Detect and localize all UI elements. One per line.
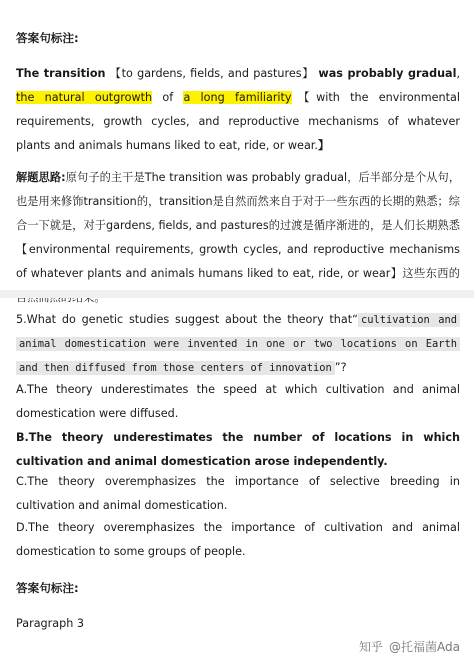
option-c: C.The theory overemphasizes the importance of selective breeding in cultivation and animal domestication.	[16, 475, 460, 512]
zhihu-logo: 知乎	[359, 640, 384, 654]
answer-bracket-close: 】	[317, 139, 330, 152]
analysis-label: 解题思路:	[16, 171, 66, 184]
answer-heading: 答案句标注:	[16, 31, 79, 45]
answer-predicate: was probably gradual	[318, 67, 457, 80]
highlight-long-familiarity: a long familiarity	[183, 91, 292, 104]
answer-bracket-1: 【to gardens, fields, and pastures】	[109, 67, 315, 80]
answer-comma: ,	[456, 67, 460, 80]
quoted-theory: cultivation and animal domestication were invented in one or two locations on Earth and then diffused from those centers of innovation	[16, 313, 460, 375]
question-prefix: 5.What do genetic studies suggest about the theory that“	[16, 313, 358, 326]
watermark-user: @托福菌Ada	[389, 640, 460, 654]
analysis-text: 原句子的主干是The transition was probably gradual，后半部分是个从句，也是用来修饰transition的，transition是自然而然来自于对于一些东西的长期的熟悉；综合一下就是，对于gardens, fields, and pastures的过渡是循序渐进的，是人们长期熟悉【environmental requirements, growth cycles, and reproductive mechanisms of whatever plants and animals humans liked to eat, ride, or wear】这些东西的	[16, 171, 461, 280]
section-divider	[0, 290, 474, 298]
option-b-correct: B.The theory underestimates the number of locations in which cultivation and animal domestication arose independently.	[16, 431, 460, 468]
question-suffix: ”?	[334, 361, 347, 374]
option-d: D.The theory overemphasizes the importance of cultivation and animal domestication to some groups of people.	[16, 521, 460, 558]
paragraph-label: Paragraph 3	[16, 617, 84, 630]
answer-subject: The transition	[16, 67, 106, 80]
question-stem	[16, 308, 460, 380]
answer-of: of	[152, 91, 184, 104]
answer-sentence	[16, 62, 460, 158]
answer-bracket-2: 【with the environmental requirements, growth cycles, and reproductive mechanisms of whatever plants and animals humans liked to eat, ride, or wear.	[16, 91, 460, 152]
answer-heading-2: 答案句标注:	[16, 581, 79, 595]
highlight-natural-outgrowth: the natural outgrowth	[16, 91, 153, 104]
watermark	[359, 638, 460, 655]
analysis-paragraph	[16, 166, 460, 310]
option-a: A.The theory underestimates the speed at which cultivation and animal domestication were diffused.	[16, 383, 460, 420]
